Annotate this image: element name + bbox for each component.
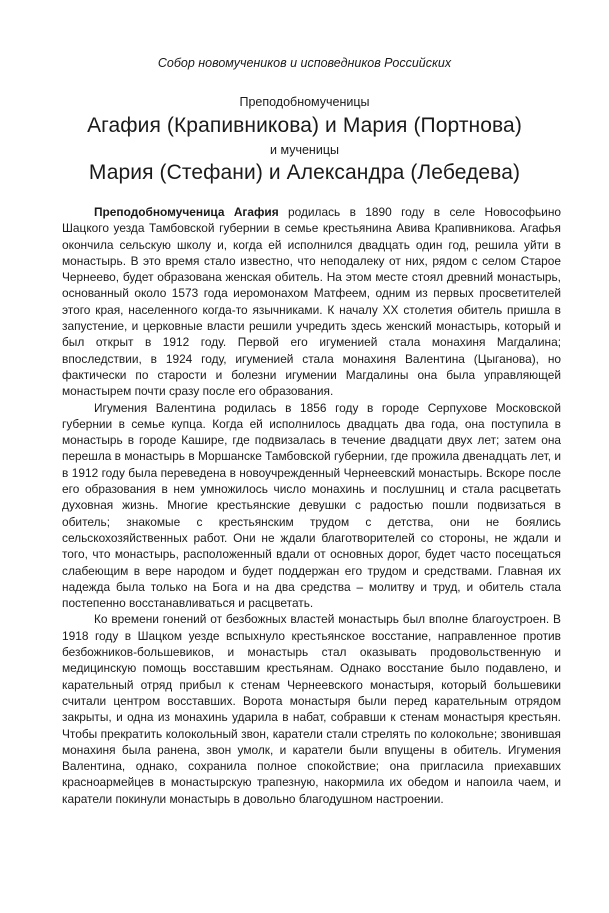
paragraph — [62, 204, 561, 400]
body-text — [62, 204, 561, 807]
subtitle-martyrs: и мученицы — [270, 143, 339, 157]
paragraph-text: Ко времени гонений от безбожных властей монастырь был вполне благоустроен. В 1918 году в Шацком уезде вспыхнуло крестьянское восстание, направленное против безбожников-большевиков, и монастырь стал оказывать продовольственную и медицинскую помощь восставшим крестьянам. Однако восстание было подавлено, и карательный отряд прибыл к стенам Чернеевского монастыря, который большевики считали центром восставших. Ворота монастыря были перед карательным отрядом закрыты, и одна из монахинь ударила в набат, собравши к стенам монастыря крестьян. Чтобы прекратить колокольный звон, каратели стали стрелять по колокольне; звонившая монахиня была ранена, звон умолк, и каратели были впущены в обитель. Игумения Валентина, однако, сохранила полное спокойствие; она пригласила приехавших красноармейцев в монастырскую трапезную, накормила их обедом и напоила чаем, и каратели покинули монастырь в довольно благодушном настроении. — [62, 612, 561, 806]
names-heading-2: Мария (Стефани) и Александра (Лебедева) — [88, 161, 521, 184]
subtitle-venerable-martyrs: Преподобномученицы — [239, 95, 370, 109]
paragraph — [62, 611, 561, 807]
names-heading-1: Агафия (Крапивникова) и Мария (Портнова) — [87, 114, 522, 137]
series-title: Собор новомучеников и исповедников Российских — [157, 56, 452, 70]
paragraph-lead: Преподобномученица Агафия — [94, 205, 279, 219]
paragraph — [62, 400, 561, 612]
paragraph-text: Игумения Валентина родилась в 1856 году в городе Серпухове Московской губернии в семье купца. Когда ей исполнилось двадцать два года, она поступила в монастырь в городе Кашире, где подвизалась в течение двадцати двух лет; затем она перешла в монастырь в Моршанске Тамбовской губернии, где прожила двенадцать лет, и в 1912 году была переведена в новоучрежденный Чернеевский монастырь. Вскоре после его образования в нем умножилось число монахинь и послушниц и стала расцветать духовная жизнь. Многие крестьянские девушки с радостью пошли подвизаться в обитель; знакомые с крестьянским трудом с детства, они не боялись сельскохозяйственных работ. Они не ждали благотворителей со стороны, не ждали и того, что монастырь, расположенный вдали от основных дорог, будет часто посещаться слабеющим в вере народом и будет поддержан его трудом и средствами. Главная их надежда была только на Бога и на два средства – молитву и труд, и обитель стала постепенно восстанавливаться и расцветать. — [62, 400, 561, 611]
paragraph-text: родилась в 1890 году в селе Новософьино Шацкого уезда Тамбовской губернии в семье крестьянина Авива Крапивникова. Агафья окончила сельскую школу и, когда ей исполнился двадцать один год, решила уйти в монастырь. В это время стало известно, что неподалеку от них, рядом с селом Старое Чернеево, будет образована женская обитель. На этом месте стоял древний монастырь, основанный около 1573 года иеромонахом Матфеем, одним из первых просветителей этого края, населенного когда-то язычниками. К началу XX столетия обитель пришла в запустение, и церковные власти решили учредить здесь женский монастырь, который и был открыт в 1912 году. Первой его игуменией стала монахиня Магдалина; впоследствии, в 1924 году, игуменией стала монахиня Валентина (Цыганова), но фактически по старости и болезни игумении Магдалины она была управляющей монастырем почти сразу после его образования. — [62, 205, 561, 399]
